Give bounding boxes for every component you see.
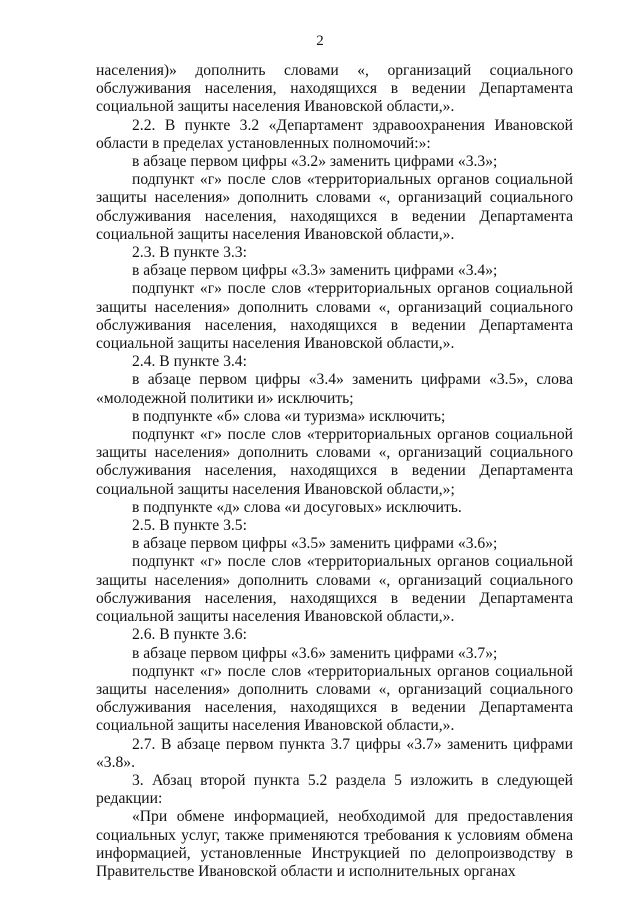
paragraph: в абзаце первом цифры «3.5» заменить цифрами «3.6»; [132, 535, 498, 553]
paragraph: подпункт «г» после слов «территориальных органов социальной защиты населения» дополнить словами «, организаций социального обслуживания населения, находящихся в ведении Департамента социальной защиты населения Ивановской области,». [96, 171, 573, 243]
paragraph: в абзаце первом цифры «3.3» заменить цифрами «3.4»; [132, 262, 498, 280]
paragraph: «При обмене информацией, необходимой для предоставления социальных услуг, также применяются требования к условиям обмена информацией, установленные Инструкцией по делопроизводству в Правительстве Ивановской области и исполнительных органах [96, 808, 573, 880]
paragraph: 2.3. В пункте 3.3: [132, 244, 247, 262]
paragraph: в абзаце первом цифры «3.6» заменить цифрами «3.7»; [132, 644, 498, 662]
paragraph: 3. Абзац второй пункта 5.2 раздела 5 изложить в следующей редакции: [96, 771, 573, 808]
paragraph: подпункт «г» после слов «территориальных органов социальной защиты населения» дополнить словами «, организаций социального обслуживания населения, находящихся в ведении Департамента социальной защиты населения Ивановской области,». [96, 553, 573, 626]
paragraph: подпункт «г» после слов «территориальных органов социальной защиты населения» дополнить словами «, организаций социального обслуживания населения, находящихся в ведении Департамента социальной защиты населения Ивановской области,». [96, 662, 573, 735]
paragraph: 2.6. В пункте 3.6: [132, 626, 247, 644]
paragraph: 2.2. В пункте 3.2 «Департамент здравоохранения Ивановской области в пределах установленных полномочий:»: [96, 116, 573, 152]
paragraph: в абзаце первом цифры «3.2» заменить цифрами «3.3»; [132, 153, 498, 171]
paragraph: 2.4. В пункте 3.4: [132, 353, 247, 371]
page-number: 2 [316, 33, 324, 49]
paragraph: населения)» дополнить словами «, организаций социального обслуживания населения, находящихся в ведении Департамента социальной защиты населения Ивановской области,». [96, 62, 573, 116]
paragraph: в подпункте «д» слова «и досуговых» исключить. [132, 498, 462, 516]
paragraph: в абзаце первом цифры «3.4» заменить цифрами «3.5», слова «молодежной политики и» исключить; [96, 371, 573, 407]
paragraph: в подпункте «б» слова «и туризма» исключить; [132, 407, 446, 425]
paragraph: 2.7. В абзаце первом пункта 3.7 цифры «3.7» заменить цифрами «3.8». [96, 735, 573, 771]
paragraph: подпункт «г» после слов «территориальных органов социальной защиты населения» дополнить словами «, организаций социального обслуживания населения, находящихся в ведении Департамента социальной защиты населения Ивановской области,». [96, 280, 573, 353]
paragraph: подпункт «г» после слов «территориальных органов социальной защиты населения» дополнить словами «, организаций социального обслуживания населения, находящихся в ведении Департамента социальной защиты населения Ивановской области,»; [96, 426, 573, 498]
document-body [96, 62, 573, 881]
paragraph: 2.5. В пункте 3.5: [132, 517, 247, 535]
